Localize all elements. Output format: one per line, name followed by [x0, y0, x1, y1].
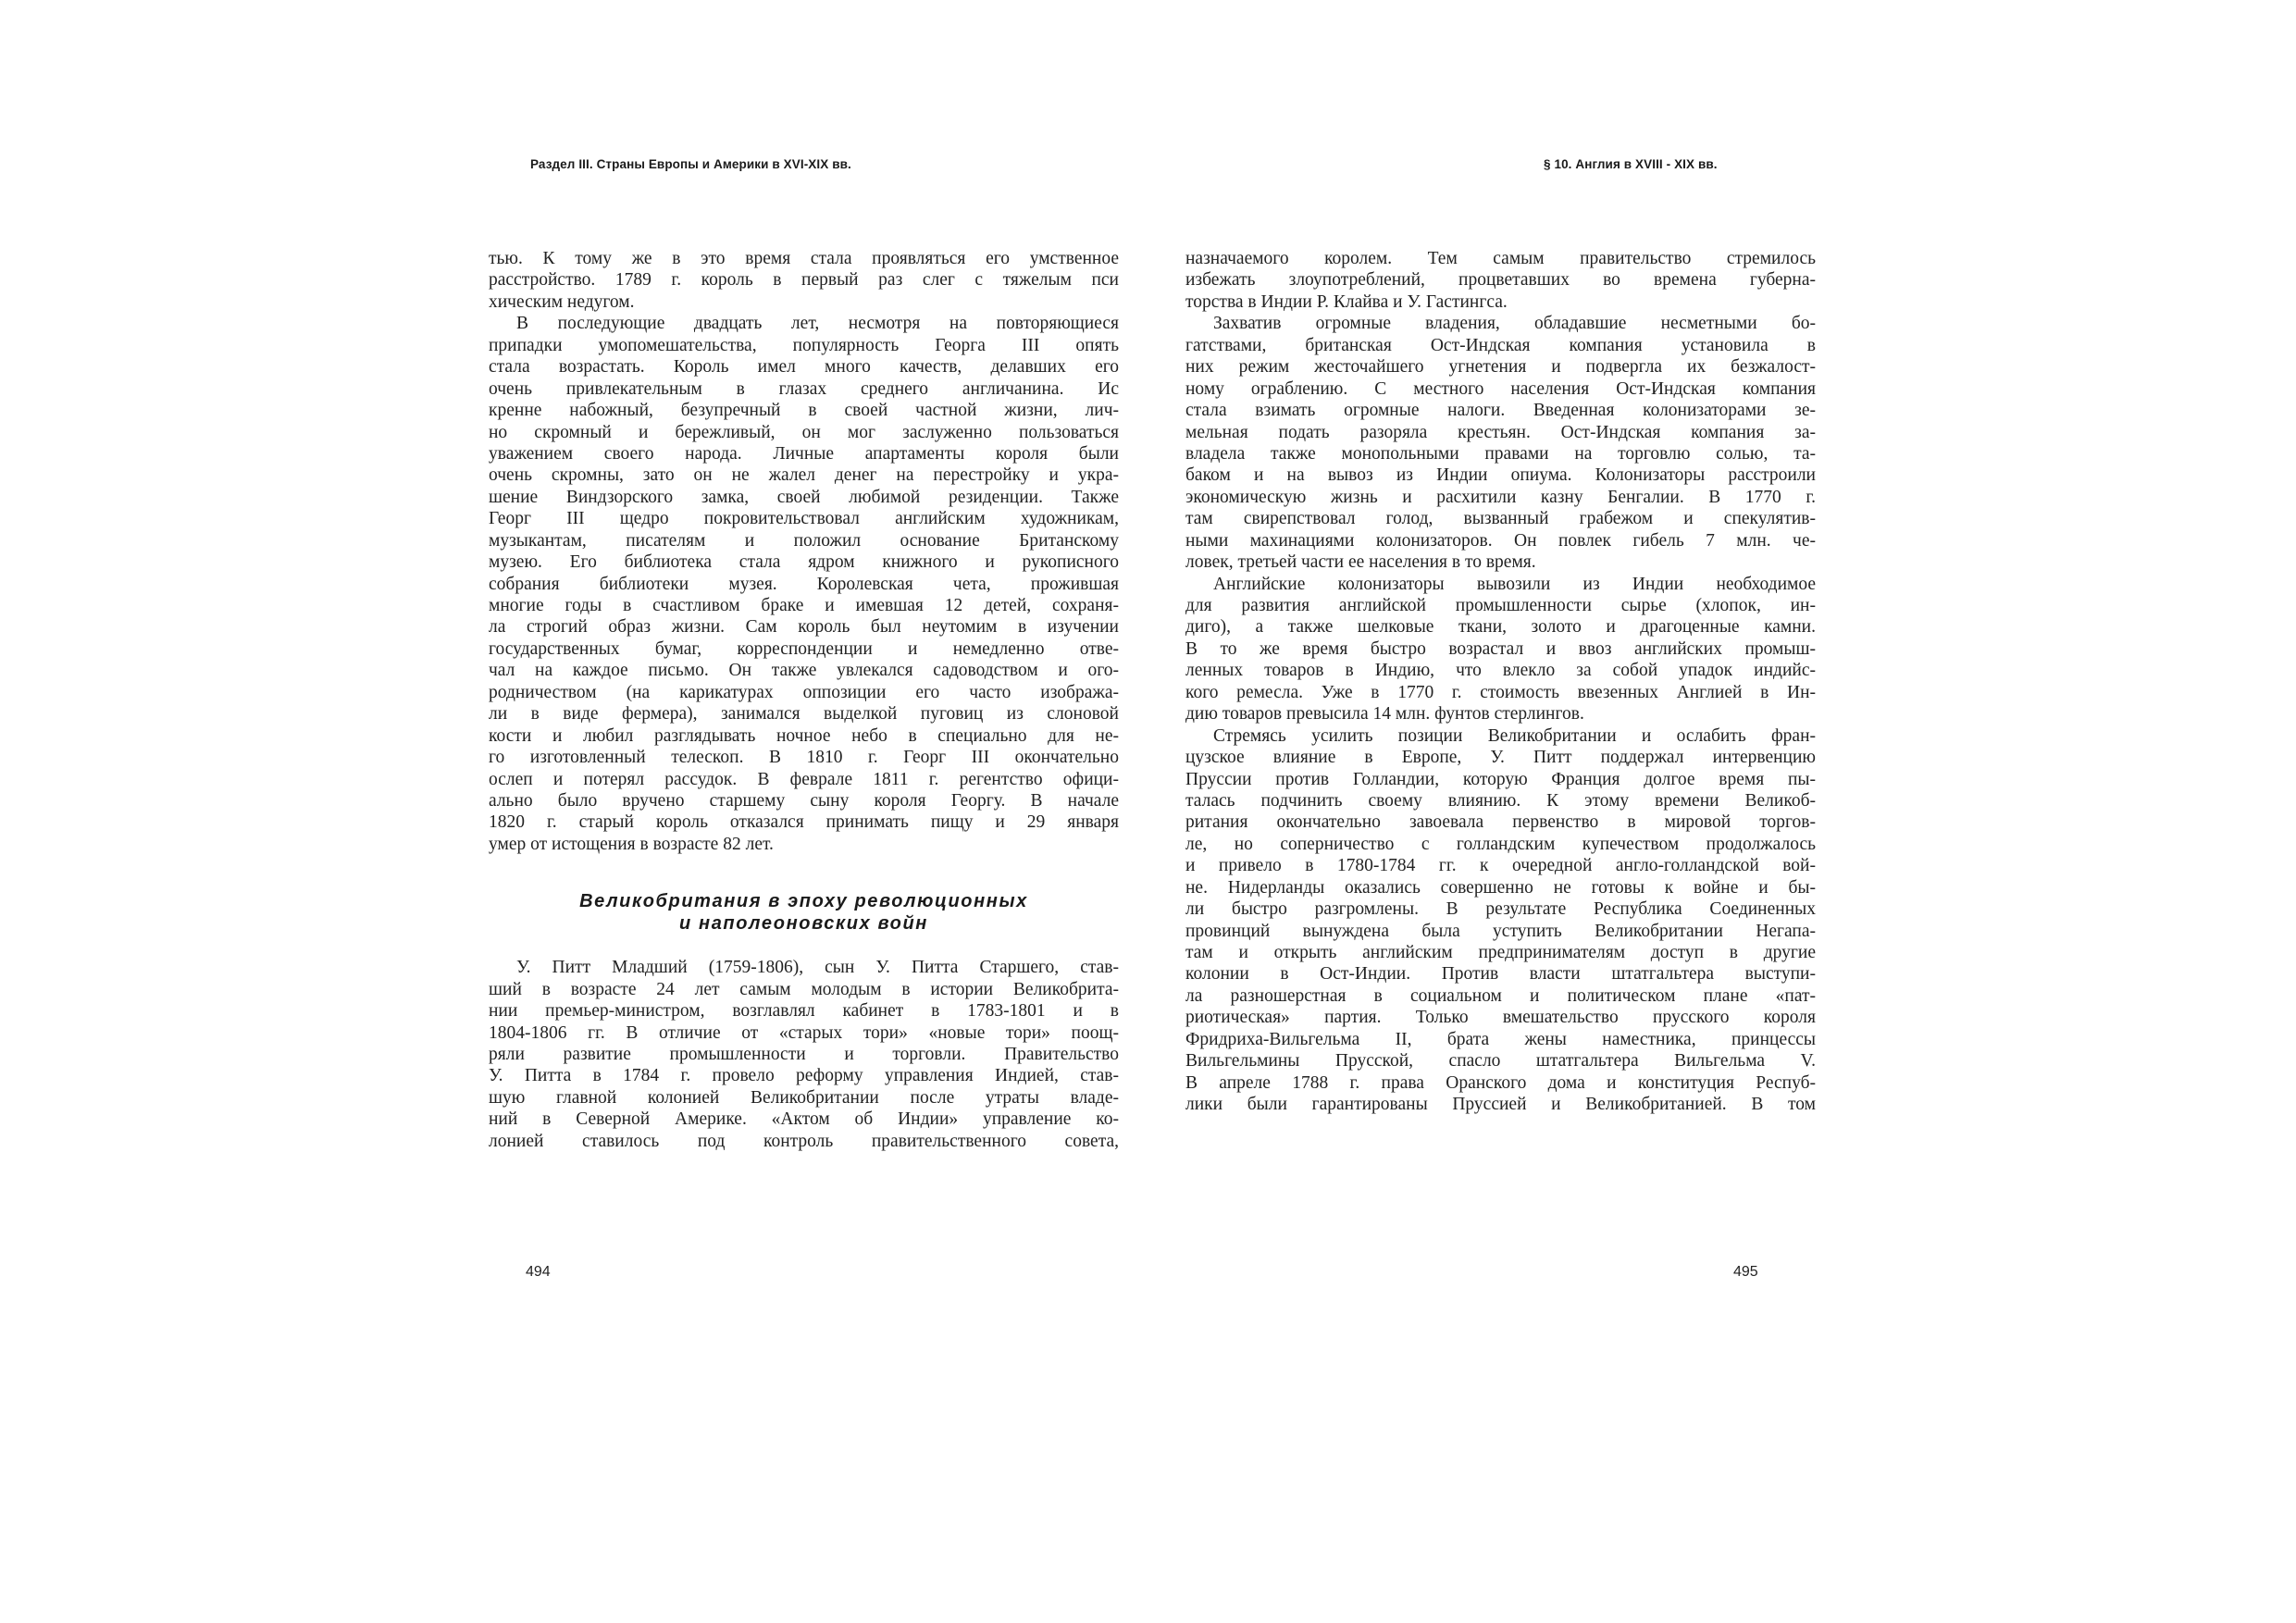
text-line: лики были гарантированы Пруссией и Великобританией. В том — [1185, 1095, 1816, 1115]
text-line: го изготовленный телескоп. В 1810 г. Георг III окончательно — [489, 748, 1119, 768]
text-line: ний в Северной Америке. «Актом об Индии» управление ко- — [489, 1109, 1119, 1130]
text-line: музею. Его библиотека стала ядром книжного и рукописного — [489, 552, 1119, 573]
text-line: ряли развитие промышленности и торговли. Правительство — [489, 1045, 1119, 1064]
text-line: У. Питт Младший (1759-1806), сын У. Питта Старшего, став- — [516, 958, 1119, 978]
text-line: для развития английской промышленности сырье (хлопок, ин- — [1185, 596, 1816, 615]
text-line: ле, но соперничество с голландским купечеством продолжалось — [1185, 834, 1816, 854]
text-line: умер от истощения в возрасте 82 лет. — [489, 834, 774, 854]
text-line: талась подчинить своему влиянию. К этому времени Великоб- — [1185, 790, 1816, 811]
text-line: и привело в 1780-1784 гг. к очередной англо-голландской вой- — [1185, 856, 1816, 876]
text-line: В то же время быстро возрастал и ввоз английских промыш- — [1185, 638, 1816, 659]
text-line: владела также монопольными правами на торговлю солью, та- — [1185, 443, 1816, 464]
text-line: чал на каждое письмо. Он также увлекался садоводством и ого- — [489, 661, 1119, 681]
text-line: ослеп и потерял рассудок. В феврале 1811 г. регентство офици- — [489, 769, 1119, 789]
text-line: Георг III щедро покровительствовал английским художникам, — [489, 509, 1119, 529]
section-heading-line: и наполеоновских войн — [679, 913, 928, 935]
text-line: ла разношерстная в социальном и политическом плане «пат- — [1185, 985, 1816, 1006]
text-line: очень скромны, зато он не жалел денег на перестройку и укра- — [489, 465, 1119, 486]
page-number-left: 494 — [526, 1264, 551, 1280]
text-line: Вильгельмины Прусской, спасло штатгальтера Вильгельма V. — [1185, 1051, 1816, 1072]
text-line: колонии в Ост-Индии. Против власти штатгальтера выступи- — [1185, 964, 1816, 985]
text-line: избежать злоупотреблений, процветавших во времена губерна- — [1185, 270, 1816, 291]
text-line: Захватив огромные владения, обладавшие несметными бо- — [1213, 314, 1816, 334]
text-line: Фридриха-Вильгельма II, брата жены наместника, принцессы — [1185, 1029, 1816, 1049]
paragraph — [1185, 574, 1816, 725]
text-line: ли в виде фермера), занимался выделкой пуговиц из слоновой — [489, 704, 1119, 725]
text-line: там и открыть английским предпринимателям доступ в другие — [1185, 943, 1816, 962]
text-line: гатствами, британская Ост-Индская компания установила в — [1185, 335, 1816, 355]
paragraph — [489, 248, 1119, 313]
text-line: припадки умопомешательства, популярность Георга III опять — [489, 335, 1119, 355]
text-line: Пруссии против Голландии, которую Франция долгое время пы- — [1185, 769, 1816, 789]
text-line: экономическую жизнь и расхитили казну Бенгалии. В 1770 г. — [1185, 487, 1816, 507]
paragraph — [1185, 248, 1816, 313]
text-line: кренне набожный, безупречный в своей частной жизни, лич- — [489, 401, 1119, 421]
text-line: очень привлекательным в глазах среднего англичанина. Ис — [489, 378, 1119, 399]
text-line: стала взимать огромные налоги. Введенная колонизаторами зе- — [1185, 401, 1816, 421]
text-line: музыкантам, писателям и положил основание Британскому — [489, 530, 1119, 551]
text-line: мельная подать разоряла крестьян. Ост-Индская компания за- — [1185, 422, 1816, 442]
text-line: но скромный и бережливый, он мог заслуженно пользоваться — [489, 422, 1119, 442]
running-head-left: Раздел III. Страны Европы и Америки в XVI-XIX вв. — [530, 157, 851, 171]
text-line: шение Виндзорского замка, своей любимой резиденции. Также — [489, 487, 1119, 507]
text-line: цузское влияние в Европе, У. Питт поддержал интервенцию — [1185, 748, 1816, 768]
text-line: ловек, третьей части ее населения в то время. — [1185, 552, 1536, 573]
section-heading — [489, 890, 1119, 935]
text-line: назначаемого королем. Тем самым правительство стремилось — [1185, 249, 1816, 268]
page-number-right: 495 — [1733, 1264, 1758, 1280]
text-line: баком и на вывоз из Индии опиума. Колонизаторы расстроили — [1185, 465, 1816, 486]
section-heading-line: Великобритания в эпоху революционных — [579, 891, 1028, 912]
text-line: собрания библиотеки музея. Королевская чета, прожившая — [489, 574, 1119, 594]
text-line: торства в Индии Р. Клайва и У. Гастингса. — [1185, 291, 1508, 312]
text-line: Стремясь усилить позиции Великобритании и ослабить фран- — [1213, 725, 1816, 746]
paragraph — [489, 957, 1119, 1152]
text-line: В последующие двадцать лет, несмотря на повторяющиеся — [516, 314, 1119, 334]
text-line: ными махинациями колонизаторов. Он повлек гибель 7 млн. че- — [1185, 530, 1816, 551]
text-line: ритания окончательно завоевала первенство в мировой торгов- — [1185, 812, 1816, 833]
text-line: дию товаров превысила 14 млн. фунтов стерлингов. — [1185, 704, 1584, 725]
paragraph — [1185, 313, 1816, 573]
text-line: 1820 г. старый король отказался принимать пищу и 29 января — [489, 812, 1119, 833]
text-line: риотическая» партия. Только вмешательство прусского короля — [1185, 1008, 1816, 1028]
text-line: нии премьер-министром, возглавлял кабинет в 1783-1801 и в — [489, 1001, 1119, 1022]
left-page-text — [489, 248, 1119, 1152]
text-line: тью. К тому же в это время стала проявляться его умственное — [489, 249, 1119, 268]
text-line: ному ограблению. С местного населения Ост-Индская компания — [1185, 378, 1816, 399]
text-line: провинций вынуждена была уступить Великобритании Негапа- — [1185, 921, 1816, 941]
text-line: кого ремесла. Уже в 1770 г. стоимость ввезенных Англией в Ин- — [1185, 682, 1816, 702]
text-line: не. Нидерланды оказались совершенно не готовы к войне и бы- — [1185, 877, 1816, 898]
text-line: родничеством (на карикатурах оппозиции его часто изобража- — [489, 682, 1119, 702]
text-line: них режим жесточайшего угнетения и подвергла их безжалост- — [1185, 357, 1816, 378]
paragraph — [489, 313, 1119, 855]
text-line: кости и любил разглядывать ночное небо в специально для не- — [489, 725, 1119, 746]
text-line: там свирепствовал голод, вызванный грабежом и спекулятив- — [1185, 509, 1816, 529]
text-line: ли быстро разгромлены. В результате Республика Соединенных — [1185, 899, 1816, 920]
text-line: В апреле 1788 г. права Оранского дома и конституция Респуб- — [1185, 1072, 1816, 1093]
paragraph — [1185, 725, 1816, 1116]
text-line: расстройство. 1789 г. король в первый раз слег с тяжелым пси — [489, 270, 1119, 291]
text-line: лонией ставилось под контроль правительственного совета, — [489, 1131, 1119, 1151]
running-head-right: § 10. Англия в XVIII - XIX вв. — [1544, 157, 1718, 171]
text-line: ленных товаров в Индию, что влекло за собой упадок индийс- — [1185, 661, 1816, 681]
text-line: ально было вручено старшему сыну короля Георгу. В начале — [489, 790, 1119, 811]
text-line: ший в возрасте 24 лет самым молодым в истории Великобрита- — [489, 979, 1119, 999]
text-line: диго), а также шелковые ткани, золото и драгоценные камни. — [1185, 617, 1816, 638]
text-line: хическим недугом. — [489, 291, 635, 312]
text-line: ла строгий образ жизни. Сам король был неутомим в изучении — [489, 617, 1119, 638]
text-line: 1804-1806 гг. В отличие от «старых тори» «новые тори» поощ- — [489, 1022, 1119, 1043]
text-line: уважением своего народа. Личные апартаменты короля были — [489, 443, 1119, 464]
text-line: Английские колонизаторы вывозили из Индии необходимое — [1213, 574, 1816, 594]
right-page-text — [1185, 248, 1816, 1116]
text-line: У. Питта в 1784 г. провело реформу управления Индией, став- — [489, 1066, 1119, 1086]
text-line: многие годы в счастливом браке и имевшая 12 детей, сохраня- — [489, 596, 1119, 615]
text-line: шую главной колонией Великобритании после утраты владе- — [489, 1087, 1119, 1108]
text-line: государственных бумаг, корреспонденции и немедленно отве- — [489, 638, 1119, 659]
text-line: стала возрастать. Король имел много качеств, делавших его — [489, 357, 1119, 378]
